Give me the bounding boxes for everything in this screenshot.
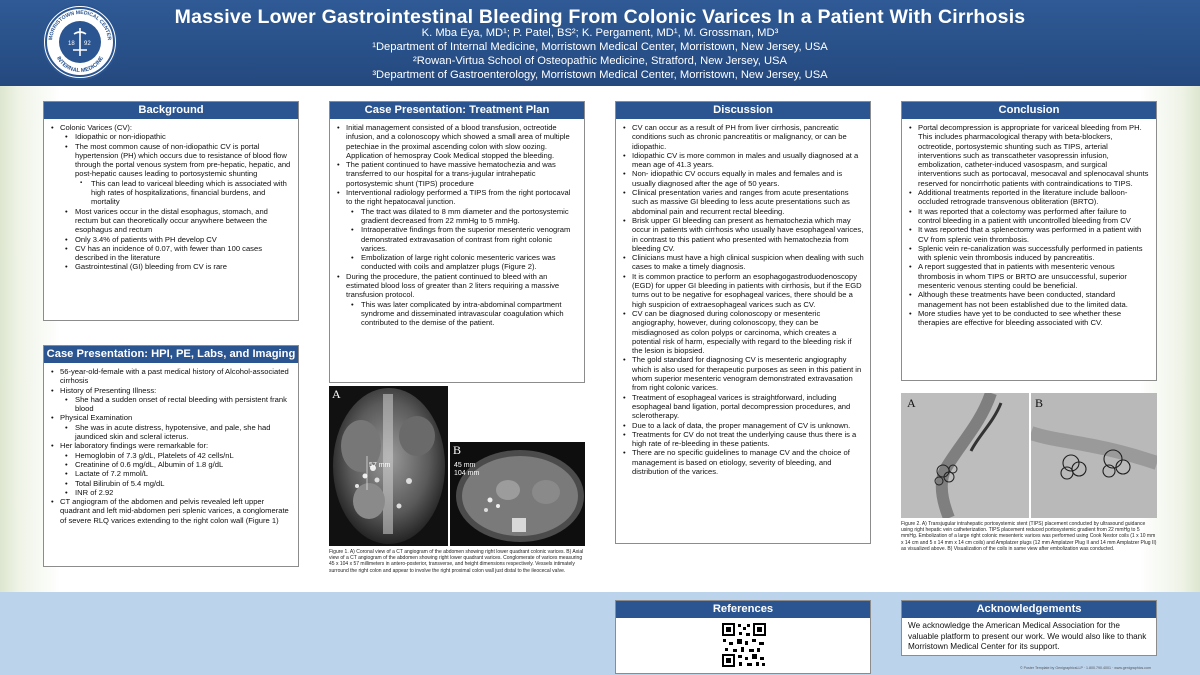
- bullet-item: • The most common cause of non-idiopathic CV is portal hypertension (PH) which occurs due to resistance of blood flow through the portal venous system from pre-hepatic, hepatic, and post-hepatic causes leading to portosystemic shunting: [50, 142, 292, 179]
- bullet-item: • It was reported that a splenectomy was performed in a patient with CV from splenic vein thrombosis.: [908, 225, 1150, 244]
- bullet-item: • Clinical presentation varies and ranges from acute presentations such as massive GI bleeding to less acute presentations such as abdominal pain and recurrent rectal bleeding.: [622, 188, 864, 216]
- bullet-item: • She had a sudden onset of rectal bleeding with persistent frank blood: [50, 395, 292, 414]
- measurement-label: 104 mm: [454, 470, 480, 477]
- bullet-item: • Although these treatments have been conducted, standard management has not been established due to the limited data.: [908, 290, 1150, 309]
- svg-text:92: 92: [84, 41, 91, 47]
- section-title: Acknowledgements: [902, 601, 1156, 618]
- measurement-label: 57 mm: [369, 462, 391, 469]
- figure1-ct-axial: [450, 442, 585, 546]
- bullet-item: • Due to a lack of data, the proper management of CV is unknown.: [622, 421, 864, 430]
- hpi-list: [44, 363, 298, 525]
- bullet-item: • Only 3.4% of patients with PH develop CV: [50, 235, 292, 244]
- bullet-item: • History of Presenting Illness:: [50, 386, 292, 395]
- section-title: Conclusion: [902, 102, 1156, 119]
- bullet-item: • The tract was dilated to 8 mm diameter and the portosystemic gradient decreased from 22 mmHg to 5 mmHg.: [336, 207, 578, 226]
- bullet-item: • CV can occur as a result of PH from liver cirrhosis, pancreatic conditions such as chronic pancreatitis or malignancy, or can be idiopathic.: [622, 123, 864, 151]
- section-title: Case Presentation: Treatment Plan: [330, 102, 584, 119]
- bullet-item: • It is common practice to perform an esophagogastroduodenoscopy (EGD) for upper GI bleeding in patients with cirrhosis, but if the EGD turns out to be negative for esophageal varices, there should be a high suspicion of extraesophageal varices such as CV.: [622, 272, 864, 309]
- bullet-item: • 56-year-old-female with a past medical history of Alcohol-associated cirrhosis: [50, 367, 292, 386]
- discussion-section: [615, 101, 871, 544]
- figure1-ct-coronal: [329, 386, 448, 546]
- affiliation-1: ¹Department of Internal Medicine, Morristown Medical Center, Morristown, New Jersey, USA: [372, 41, 828, 53]
- section-title: Background: [44, 102, 298, 119]
- bullet-item: • Initial management consisted of a blood transfusion, octreotide infusion, and a colonoscopy which showed a small area of multiple petechiae in the proximal ascending colon with slow oozing. Application of hemospray Cook Medical stopped the bleeding.: [336, 123, 578, 160]
- svg-text:INTERNAL MEDICINE: INTERNAL MEDICINE: [54, 55, 106, 75]
- coils-image: [1031, 393, 1157, 518]
- bullet-item: • Idiopathic or non-idiopathic: [50, 132, 292, 141]
- bullet-item: • Splenic vein re-canalization was successfully performed in patients with splenic vein thrombosis induced by pancreatitis.: [908, 244, 1150, 263]
- bullet-item: • Most varices occur in the distal esophagus, stomach, and rectum but can theoretically occur anywhere between the esophagus and rectum: [50, 207, 292, 235]
- figure2-tips-image-a: [901, 393, 1029, 518]
- bullet-item: • CV has an incidence of 0.07, with fewer than 100 cases described in the literature: [50, 244, 292, 263]
- conclusion-list: [902, 119, 1156, 328]
- bullet-item: • Clinicians must have a high clinical suspicion when dealing with such cases to make a timely diagnosis.: [622, 253, 864, 272]
- section-title: Case Presentation: HPI, PE, Labs, and Imaging: [44, 346, 298, 363]
- discussion-list: [616, 119, 870, 476]
- affiliation-2: ²Rowan-Virtua School of Osteopathic Medicine, Stratford, New Jersey, USA: [413, 55, 787, 67]
- bullet-item: • Gastrointestinal (GI) bleeding from CV is rare: [50, 262, 292, 271]
- bullet-item: • Embolization of large right colonic mesenteric varices was conducted with coils and amplatzer plugs (Figure 2).: [336, 253, 578, 272]
- bullet-item: • The patient continued to have massive hematochezia and was transferred to our hospital for a trans-jugular intrahepatic portosystemic shunt (TIPS) procedure: [336, 160, 578, 188]
- bullet-item: • Non- idiopathic CV occurs equally in males and females and is usually diagnosed after the age of 50 years.: [622, 169, 864, 188]
- bullet-item: • More studies have yet to be conducted to see whether these therapies are effective for bleeding associated with CV.: [908, 309, 1150, 328]
- bullet-item: • Idiopathic CV is more common in males and usually diagnosed at a mean age of 41.3 years.: [622, 151, 864, 170]
- bullet-item: • Hemoglobin of 7.3 g/dL, Platelets of 42 cells/nL: [50, 451, 292, 460]
- bullet-item: • It was reported that a colectomy was performed after failure to control bleeding in a patient with uncontrolled bleeding from CV: [908, 207, 1150, 226]
- bullet-item: • Brisk upper GI bleeding can present as hematochezia which may occur in patients with cirrhosis who usually have esophageal varices, in contrast to this patient who presented with hematochezia from bleeding CV.: [622, 216, 864, 253]
- figure-label-b: B: [1035, 396, 1044, 410]
- svg-text:MORRISTOWN MEDICAL CENTER: MORRISTOWN MEDICAL CENTER: [48, 9, 112, 41]
- background-section: [43, 101, 299, 321]
- section-title: Discussion: [616, 102, 870, 119]
- figure1-caption: Figure 1. A) Coronal view of a CT angiogram of the abdomen showing right lower quadrant colonic varices. B) Axial view of a CT angiogram of the abdomen showing right lower quadrant varices. Conglomerate of varices measuring 45 x 104 x 57 millimeters in antero-posterior, transverse, and height dimensions respectively. Vessels intimately surround the right colon and appear to involve the right proximal colon wall just distal to the ileocecal valve.: [329, 549, 584, 574]
- qr-code-icon: [721, 622, 767, 668]
- angiogram-image: [901, 393, 1029, 518]
- figure-label-b: B: [453, 443, 462, 457]
- bullet-item: • Treatment of esophageal varices is straightforward, including esophageal band ligation, portal decompression procedures, and sclerotherapy.: [622, 393, 864, 421]
- figure-label-a: A: [332, 387, 341, 401]
- bullet-item: • A report suggested that in patients with mesenteric venous thrombosis in whom TIPS or BRTO are unsuccessful, superior mesenteric venous stenting could be beneficial.: [908, 262, 1150, 290]
- svg-text:18: 18: [68, 41, 75, 47]
- bullet-item: • Total Bilirubin of 5.4 mg/dL: [50, 479, 292, 488]
- bullet-item: • Additional treatments reported in the literature include balloon-occluded retrograde transvenous obliteration (BRTO).: [908, 188, 1150, 207]
- author-list: K. Mba Eya, MD¹; P. Patel, BS²; K. Pergament, MD¹, M. Grossman, MD³: [421, 27, 779, 39]
- affiliation-3: ³Department of Gastroenterology, Morristown Medical Center, Morristown, New Jersey, USA: [372, 69, 828, 81]
- hpi-section: [43, 345, 299, 567]
- bullet-item: • CV can be diagnosed during colonoscopy or mesenteric angiography, however, during colonoscopy, they can be misdiagnosed as colon polyps or carcinoma, which creates a potential risk of harm, especially with regard to the bleeding risk if the lesion is biopsied.: [622, 309, 864, 355]
- bullet-item: • Treatments for CV do not treat the underlying cause thus there is a high rate of re-bleeding in these patients.: [622, 430, 864, 449]
- header-banner: [0, 0, 1200, 86]
- ct-axial-image: [450, 442, 585, 546]
- measurement-label: 45 mm: [454, 462, 476, 469]
- section-title: References: [616, 601, 870, 618]
- figure2-caption: Figure 2. A) Transjugular intrahepatic portosystemic stent (TIPS) placement conducted by ultrasound guidance using right hepatic vein catheterization. TIPS placement reduced portosystemic gradient from 22 mmHg to 5 mmHg. Embolization of a large right colonic mesenteric varices was performed using Cook Nestor coils (1 x 10 mm x 14 cm and 5 x 14 mm x 14 cm coils) and Amplatzer plugs (12 mm Amplatzer Plug II and 14 mm Amplatzer Plug II) as visualized above. B) Visualization of the coils in same view after embolization was conducted.: [901, 521, 1157, 552]
- bullet-item: • Her laboratory findings were remarkable for:: [50, 441, 292, 450]
- qr-code[interactable]: [721, 622, 767, 668]
- bullet-item: • During the procedure, the patient continued to bleed with an estimated blood loss of greater than 2 liters requiring a massive transfusion protocol.: [336, 272, 578, 300]
- bullet-item: • Intraoperative findings from the superior mesenteric venogram demonstrated extravasation of contrast from right colonic varices.: [336, 225, 578, 253]
- figure-label-a: A: [907, 396, 916, 410]
- poster-title: Massive Lower Gastrointestinal Bleeding From Colonic Varices In a Patient With Cirrhosis: [174, 6, 1026, 28]
- bullet-item: • Colonic Varices (CV):: [50, 123, 292, 132]
- acknowledgements-section: [901, 600, 1157, 656]
- treatment-section: [329, 101, 585, 383]
- conclusion-section: [901, 101, 1157, 381]
- bullet-item: • She was in acute distress, hypotensive, and pale, she had jaundiced skin and scleral icterus.: [50, 423, 292, 442]
- bullet-item: • There are no specific guidelines to manage CV and the choice of management is based on etiology, severity of bleeding, and distribution of the varices.: [622, 448, 864, 476]
- bullet-item: • Physical Examination: [50, 413, 292, 422]
- bullet-item: • Lactate of 7.2 mmol/L: [50, 469, 292, 478]
- bullet-item: • Portal decompression is appropriate for variceal bleeding from PH. This includes pharmacological therapy with beta-blockers, octreotide, portosystemic shunting such as TIPS, arterial interventions such as transcatheter vasopressin infusion, embolization, catheter-induced vasospasm, and surgical interventions such as portocaval, mesocaval and splenocaval shunts reserved for noncirrhotic patients with contraindications to TIPS.: [908, 123, 1150, 188]
- bullet-item: • INR of 2.92: [50, 488, 292, 497]
- bullet-item: • CT angiogram of the abdomen and pelvis revealed left upper quadrant and left mid-abdomen peri splenic varices, a conglomerate of severe RLQ varices extending to the right colon wall (Figure 1): [50, 497, 292, 525]
- acknowledgements-text: We acknowledge the American Medical Association for the valuable platform to present our work. We would also like to thank Morristown Medical Center for its support.: [908, 621, 1147, 651]
- bullet-item: • This was later complicated by intra-abdominal compartment syndrome and disseminated intravascular coagulation which contributed to the demise of the patient.: [336, 300, 578, 328]
- treatment-list: [330, 119, 584, 328]
- template-credit: © Poster Template by GenigraphicsLLP · 1.800.790.4001 · www.genigraphics.com: [1020, 666, 1151, 670]
- bullet-item: ▪ This can lead to variceal bleeding which is associated with high rates of hospitalizations, financial burdens, and mortality: [50, 179, 292, 207]
- bullet-item: • Interventional radiology performed a TIPS from the right portocaval to the right hepatocaval junction.: [336, 188, 578, 207]
- bullet-item: • Creatinine of 0.6 mg/dL, Albumin of 1.8 g/dL: [50, 460, 292, 469]
- references-section: [615, 600, 871, 674]
- background-list: [44, 119, 298, 272]
- figure2-coils-image-b: [1031, 393, 1157, 518]
- bullet-item: • The gold standard for diagnosing CV is mesenteric angiography which is also used for therapeutic purposes as seen in this patient in whom superior mesenteric venogram demonstrated extravasation from right colonic varices.: [622, 355, 864, 392]
